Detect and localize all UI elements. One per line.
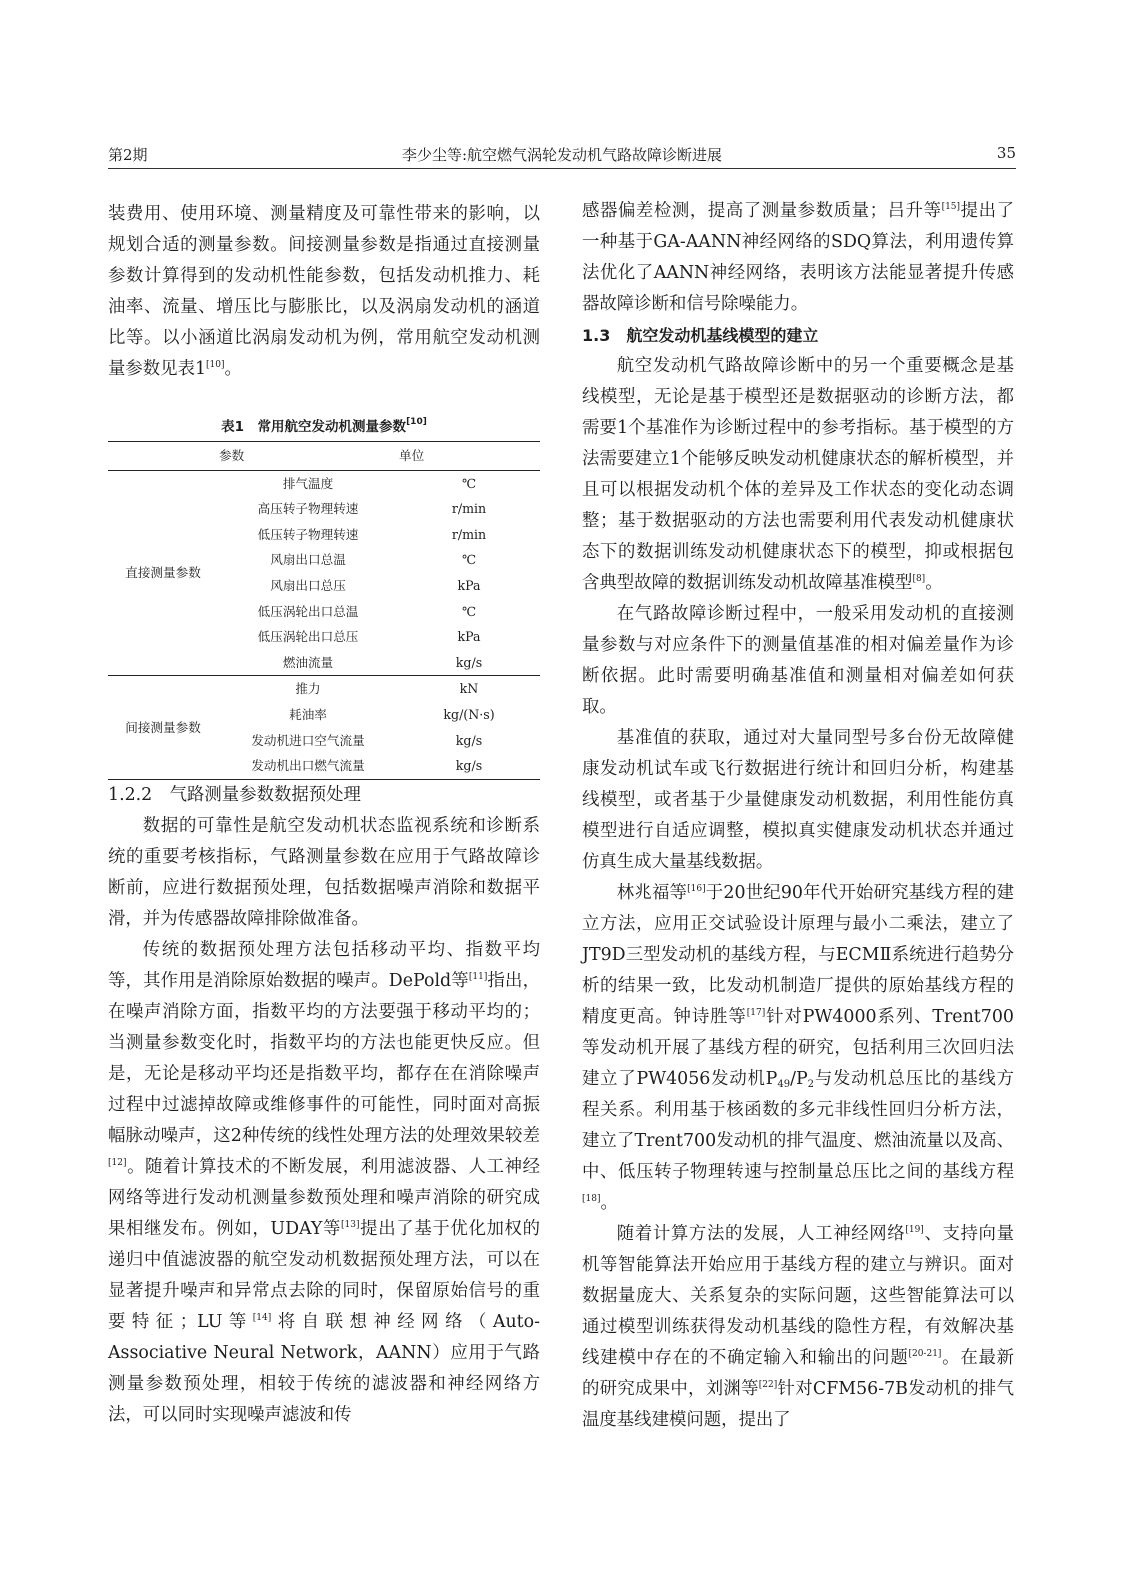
subsection-heading: 1.2.2 气路测量参数数据预处理 [108, 784, 361, 805]
page-header [108, 142, 1016, 169]
param-cell: 燃油流量 [282, 654, 334, 670]
paragraph: 随着计算方法的发展，人工神经网络[19]、支持向量机等智能算法开始应用于基线方程的建立与辨识。面对数据量庞大、关系复杂的实际问题，这些智能算法可以通过模型训练获得发动机基线的隐性方程，有效解决基线建模中存在的不确定输入和输出的问题[20-21]。在最新的研究成果中，刘渊等[22]针对CFM56-7B发动机的排气温度基线建模问题，提出了 [582, 1224, 1014, 1430]
page-number: 35 [996, 144, 1016, 162]
param-cell: 低压涡轮出口总温 [257, 603, 359, 619]
unit-cell: ℃ [461, 603, 477, 619]
paragraph: 数据的可靠性是航空发动机状态监视系统和诊断系统的重要考核指标，气路测量参数在应用于气路故障诊断前，应进行数据预处理，包括数据噪声消除和数据平滑，并为传感器故障排除做准备。 [108, 815, 540, 929]
paragraph: 航空发动机气路故障诊断中的另一个重要概念是基线模型，无论是基于模型还是数据驱动的诊断方法，都需要1个基准作为诊断过程中的参考指标。基于模型的方法需要建立1个能够反映发动机健康状态的解析模型，并且可以根据发动机个体的差异及工作状态的变化动态调整；基于数据驱动的方法也需要利用代表发动机健康状态下的数据训练发动机健康状态下的模型，抑或根据包含典型故障的数据训练发动机故障基准模型[8]。 [582, 356, 1014, 593]
citation: [8] [912, 574, 926, 584]
column-header-unit: 单位 [398, 442, 540, 471]
param-cell: 耗油率 [289, 706, 327, 722]
unit-cell: ℃ [461, 475, 477, 491]
intro-paragraph: 装费用、使用环境、测量精度及可靠性带来的影响，以规划合适的测量参数。间接测量参数是指通过直接测量参数计算得到的发动机性能参数，包括发动机推力、耗油率、流量、增压比与膨胀比，以及涡扇发动机的涵道比等。以小涵道比涡扇发动机为例，常用航空发动机测量参数见表1[10]。 [108, 204, 540, 379]
unit-cell: kg/s [455, 758, 483, 774]
group-label-direct: 直接测量参数 [125, 565, 201, 581]
citation: [10] [406, 417, 427, 427]
param-cell: 低压转子物理转速 [257, 526, 359, 542]
unit-cell: r/min [451, 501, 487, 517]
running-title: 李少尘等:航空燃气涡轮发动机气路故障诊断进展 [401, 146, 723, 164]
citation: [11] [468, 971, 488, 982]
unit-cell: ℃ [461, 552, 477, 568]
subscript: 49 [777, 1079, 791, 1090]
right-column [582, 196, 1014, 1436]
issue-number: 第2期 [108, 146, 148, 164]
unit-cell: kg/s [455, 654, 483, 670]
param-cell: 推力 [218, 676, 398, 702]
param-cell: 风扇出口总温 [270, 552, 346, 568]
citation: [16] [687, 884, 706, 894]
paragraph: 在气路故障诊断过程中，一般采用发动机的直接测量参数与对应条件下的测量值基准的相对偏差量作为诊断依据。此时需要明确基准值和测量相对偏差如何获取。 [582, 604, 1014, 717]
unit-cell: kPa [457, 577, 481, 593]
param-cell: 排气温度 [282, 475, 334, 491]
unit-cell: kN [398, 676, 540, 702]
citation: [20-21] [908, 1349, 942, 1359]
citation: [14] [252, 1312, 272, 1323]
unit-cell: kg/(N·s) [443, 706, 495, 722]
left-column [108, 199, 540, 1431]
citation: [18] [582, 1194, 601, 1204]
citation: [22] [758, 1380, 778, 1390]
subscript: 2 [807, 1079, 815, 1090]
param-cell: 发动机进口空气流量 [251, 732, 365, 748]
group-label-indirect: 间接测量参数 [108, 676, 218, 779]
unit-cell: r/min [451, 526, 487, 542]
param-cell: 发动机出口燃气流量 [251, 758, 365, 774]
param-cell: 风扇出口总压 [270, 577, 346, 593]
table-caption: 表1 常用航空发动机测量参数[10] [221, 417, 427, 435]
table-header-row [108, 442, 540, 471]
param-cell: 高压转子物理转速 [257, 501, 359, 517]
unit-cell: kPa [457, 629, 481, 645]
citation: [10] [206, 360, 225, 370]
param-cell: 低压涡轮出口总压 [257, 629, 359, 645]
section-heading: 1.3 航空发动机基线模型的建立 [582, 326, 819, 345]
paragraph: 基准值的获取，通过对大量同型号多台份无故障健康发动机试车或飞行数据进行统计和回归分析，构建基线模型，或者基于少量健康发动机数据，利用性能仿真模型进行自适应调整，模拟真实健康发动机状态并通过仿真生成大量基线数据。 [582, 728, 1014, 872]
parameters-table [108, 441, 540, 780]
citation: [13] [341, 1219, 360, 1230]
paragraph: 感器偏差检测，提高了测量参数质量；吕升等[15]提出了一种基于GA-AANN神经网络的SDQ算法，利用遗传算法优化了AANN神经网络，表明该方法能显著提升传感器故障诊断和信号除噪能力。 [582, 201, 1014, 314]
citation: [17] [746, 1008, 766, 1018]
table-row [108, 676, 540, 702]
column-header-param: 参数 [218, 442, 398, 471]
paragraph: 传统的数据预处理方法包括移动平均、指数平均等，其作用是消除原始数据的噪声。DePold等[11]指出，在噪声消除方面，指数平均的方法要强于移动平均的；当测量参数变化时，指数平均的方法也能更快反应。但是，无论是移动平均还是指数平均，都存在在消除噪声过程中过滤掉故障或维修事件的可能性，同时面对高振幅脉动噪声，这2种传统的线性处理方法的处理效果较差[12]。随着计算技术的不断发展，利用滤波器、人工神经网络等进行发动机测量参数预处理和噪声消除的研究成果相继发布。例如，UDAY等[13]提出了基于优化加权的递归中值滤波器的航空发动机数据预处理方法，可以在显著提升噪声和异常点去除的同时，保留原始信号的重要特征；LU等[14]将自联想神经网络（Auto-Associative Neural Network，AANN）应用于气路测量参数预处理，相较于传统的滤波器和神经网络方法，可以同时实现噪声滤波和传 [108, 939, 540, 1425]
citation: [19] [905, 1225, 924, 1235]
table-row [108, 470, 540, 496]
citation: [12] [108, 1157, 127, 1168]
citation: [15] [941, 202, 961, 212]
paragraph: 林兆福等[16]于20世纪90年代开始研究基线方程的建立方法，应用正交试验设计原理与最小二乘法，建立了JT9D三型发动机的基线方程，与ECMⅡ系统进行趋势分析的结果一致，比发动机制造厂提供的原始基线方程的精度更高。钟诗胜等[17]针对PW4000系列、Trent700等发动机开展了基线方程的研究，包括利用三次回归法建立了PW4056发动机$P_{49}/P_2$与发动机总压比的基线方程关系。利用基于核函数的多元非线性回归分析方法，建立了Trent700发动机的排气温度、燃油流量以及高、中、低压转子物理转速与控制量总压比之间的基线方程[18]。 [582, 883, 1014, 1213]
unit-cell: kg/s [455, 732, 483, 748]
